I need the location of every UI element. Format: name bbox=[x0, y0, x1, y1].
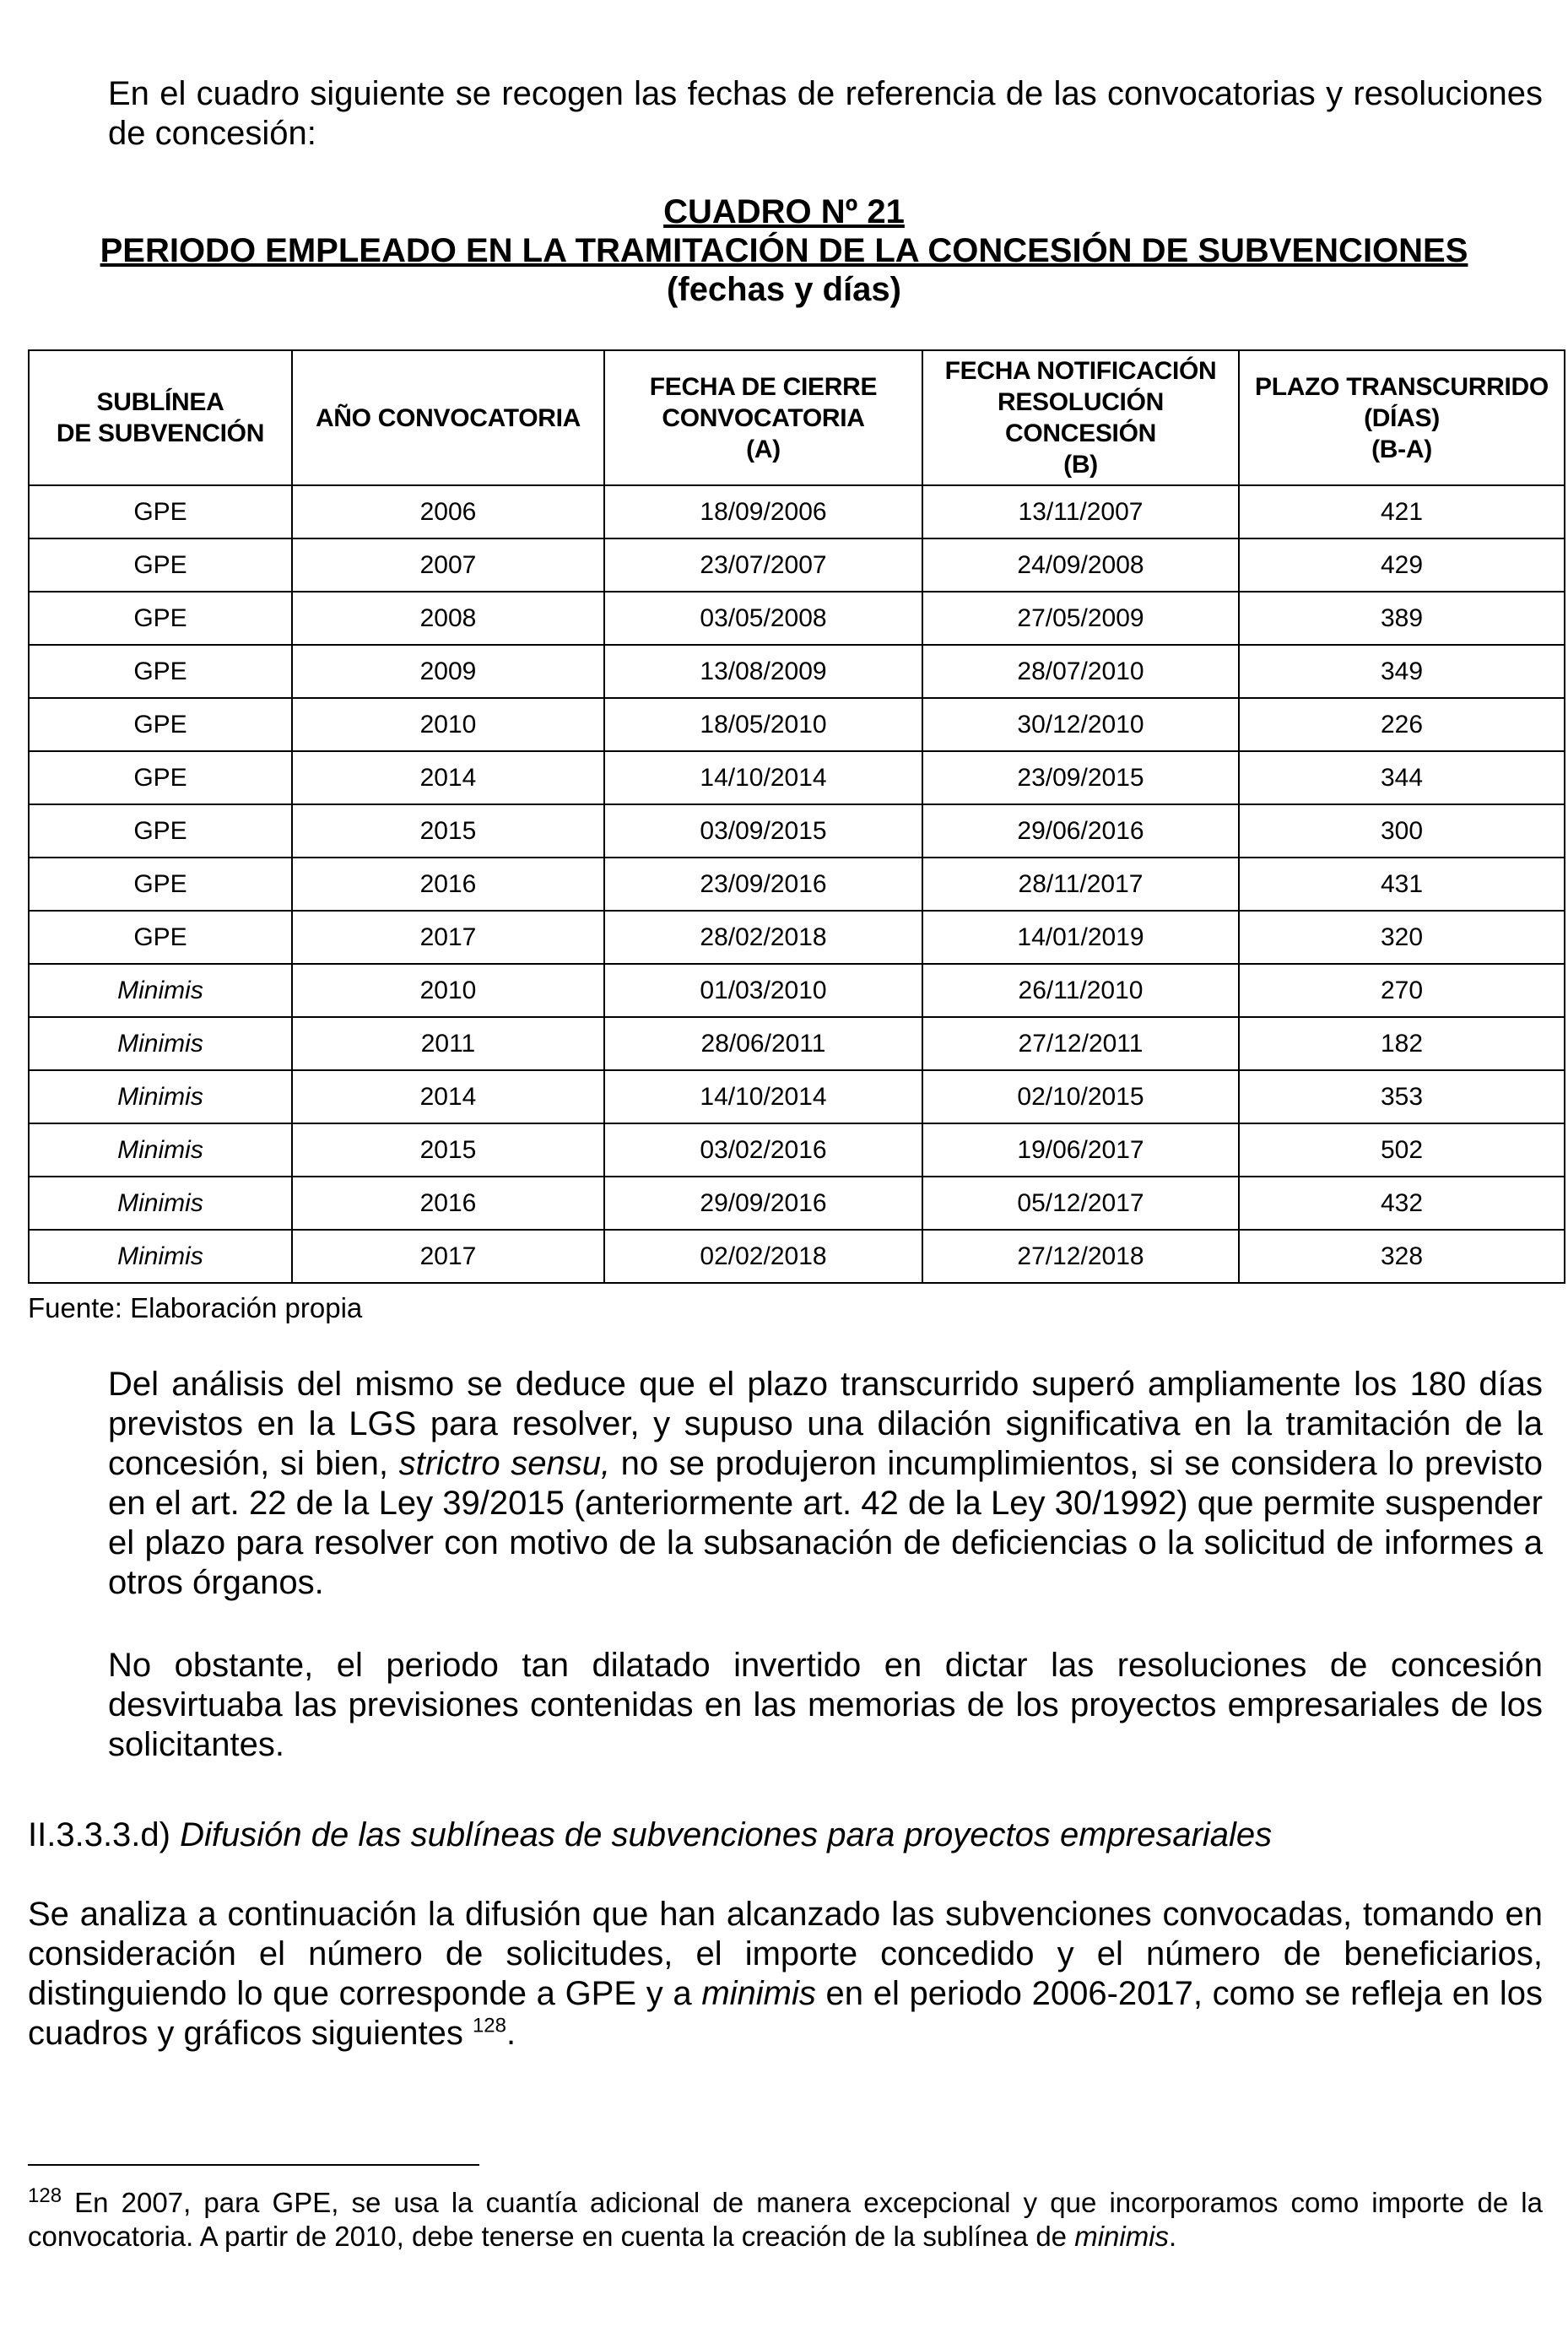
cell-fecha-notificacion: 27/05/2009 bbox=[922, 592, 1239, 645]
cell-sublinea: GPE bbox=[29, 698, 292, 751]
table-row bbox=[29, 804, 1565, 858]
cell-ano: 2011 bbox=[292, 1017, 604, 1070]
table-row bbox=[29, 485, 1565, 538]
cell-fecha-notificacion: 29/06/2016 bbox=[922, 804, 1239, 858]
cell-ano: 2017 bbox=[292, 911, 604, 964]
cell-sublinea: GPE bbox=[29, 592, 292, 645]
cell-sublinea: GPE bbox=[29, 911, 292, 964]
cell-fecha-cierre: 14/10/2014 bbox=[604, 751, 922, 804]
table-caption-title: PERIODO EMPLEADO EN LA TRAMITACIÓN DE LA CONCESIÓN DE SUBVENCIONES bbox=[100, 232, 1468, 269]
cell-ano: 2016 bbox=[292, 858, 604, 911]
cell-sublinea: Minimis bbox=[29, 964, 292, 1017]
cell-fecha-cierre: 14/10/2014 bbox=[604, 1070, 922, 1123]
cell-fecha-notificacion: 05/12/2017 bbox=[922, 1177, 1239, 1230]
cell-fecha-cierre: 13/08/2009 bbox=[604, 645, 922, 698]
cell-fecha-notificacion: 28/07/2010 bbox=[922, 645, 1239, 698]
cell-plazo: 353 bbox=[1239, 1070, 1565, 1123]
table-row bbox=[29, 964, 1565, 1017]
table-row bbox=[29, 592, 1565, 645]
section-title: Difusión de las sublíneas de subvenciones para proyectos empresariales bbox=[180, 1816, 1273, 1853]
cell-plazo: 300 bbox=[1239, 804, 1565, 858]
cell-plazo: 421 bbox=[1239, 485, 1565, 538]
cell-fecha-cierre: 03/05/2008 bbox=[604, 592, 922, 645]
table-row bbox=[29, 1017, 1565, 1070]
cell-fecha-cierre: 01/03/2010 bbox=[604, 964, 922, 1017]
table-caption-subtitle: (fechas y días) bbox=[667, 271, 901, 308]
cell-fecha-cierre: 28/02/2018 bbox=[604, 911, 922, 964]
table-row bbox=[29, 645, 1565, 698]
dates-table bbox=[28, 349, 1565, 1284]
cell-plazo: 270 bbox=[1239, 964, 1565, 1017]
cell-fecha-notificacion: 24/09/2008 bbox=[922, 538, 1239, 592]
analysis-paragraph: Del análisis del mismo se deduce que el plazo transcurrido superó ampliamente los 180 días previstos en la LGS para resolver, y supuso una dilación significativa en la tramitación de la concesión, si bien, strictro sensu, no se produjeron incumplimientos, si se considera lo previsto en el art. 22 de la Ley 39/2015 (anteriormente art. 42 de la Ley 30/1992) que permite suspender el plazo para resolver con motivo de la subsanación de deficiencias o la solicitud de informes a otros órganos. bbox=[108, 1366, 1544, 1601]
cell-plazo: 226 bbox=[1239, 698, 1565, 751]
cell-fecha-cierre: 29/09/2016 bbox=[604, 1177, 922, 1230]
table-source: Fuente: Elaboración propia bbox=[28, 1292, 363, 1323]
cell-fecha-notificacion: 23/09/2015 bbox=[922, 751, 1239, 804]
cell-ano: 2006 bbox=[292, 485, 604, 538]
cell-ano: 2015 bbox=[292, 804, 604, 858]
header-fecha-notificacion: FECHA NOTIFICACIÓN RESOLUCIÓN CONCESIÓN (B) bbox=[922, 350, 1239, 485]
cell-ano: 2009 bbox=[292, 645, 604, 698]
latin-phrase: strictro sensu, bbox=[398, 1445, 611, 1482]
cell-fecha-notificacion: 26/11/2010 bbox=[922, 964, 1239, 1017]
cell-fecha-cierre: 23/09/2016 bbox=[604, 858, 922, 911]
header-sublinea: SUBLÍNEA DE SUBVENCIÓN bbox=[29, 350, 292, 485]
cell-ano: 2017 bbox=[292, 1230, 604, 1283]
no-obstante-paragraph: No obstante, el periodo tan dilatado invertido en dictar las resoluciones de concesión desvirtuaba las previsiones contenidas en las memorias de los proyectos empresariales de los solicitantes. bbox=[108, 1647, 1543, 1763]
footnote-reference[interactable]: 128 bbox=[472, 2014, 506, 2037]
section-heading bbox=[28, 1815, 1272, 1855]
table-row bbox=[29, 1070, 1565, 1123]
cell-fecha-cierre: 02/02/2018 bbox=[604, 1230, 922, 1283]
table-row bbox=[29, 911, 1565, 964]
footnote: $^{128}$ En 2007, para GPE, se usa la cuantía adicional de manera excepcional y que incorporamos como importe de la convocatoria. A partir de 2010, debe tenerse en cuenta la creación de la sublínea de minimis. bbox=[28, 2184, 1543, 2252]
cell-sublinea: Minimis bbox=[29, 1070, 292, 1123]
header-fecha-cierre: FECHA DE CIERRE CONVOCATORIA (A) bbox=[604, 350, 922, 485]
header-plazo-transcurrido: PLAZO TRANSCURRIDO (DÍAS) (B-A) bbox=[1239, 350, 1565, 485]
cell-sublinea: Minimis bbox=[29, 1123, 292, 1177]
cell-plazo: 389 bbox=[1239, 592, 1565, 645]
cell-ano: 2014 bbox=[292, 751, 604, 804]
cell-sublinea: GPE bbox=[29, 485, 292, 538]
table-row bbox=[29, 1230, 1565, 1283]
cell-sublinea: Minimis bbox=[29, 1177, 292, 1230]
cell-fecha-cierre: 18/09/2006 bbox=[604, 485, 922, 538]
cell-sublinea: Minimis bbox=[29, 1230, 292, 1283]
cell-fecha-notificacion: 27/12/2018 bbox=[922, 1230, 1239, 1283]
cell-sublinea: GPE bbox=[29, 538, 292, 592]
cell-fecha-notificacion: 02/10/2015 bbox=[922, 1070, 1239, 1123]
cell-fecha-notificacion: 27/12/2011 bbox=[922, 1017, 1239, 1070]
cell-fecha-cierre: 03/02/2016 bbox=[604, 1123, 922, 1177]
footnote-number: 128 bbox=[28, 2184, 62, 2207]
cell-plazo: 429 bbox=[1239, 538, 1565, 592]
cell-ano: 2015 bbox=[292, 1123, 604, 1177]
cell-ano: 2007 bbox=[292, 538, 604, 592]
cell-fecha-cierre: 23/07/2007 bbox=[604, 538, 922, 592]
table-header-row bbox=[29, 350, 1565, 485]
table-row bbox=[29, 538, 1565, 592]
table-row bbox=[29, 858, 1565, 911]
intro-paragraph: En el cuadro siguiente se recogen las fechas de referencia de las convocatorias y resoluciones de concesión: bbox=[108, 75, 1543, 152]
cell-plazo: 502 bbox=[1239, 1123, 1565, 1177]
table-caption-number: CUADRO Nº 21 bbox=[663, 193, 905, 230]
cell-ano: 2010 bbox=[292, 698, 604, 751]
cell-sublinea: GPE bbox=[29, 751, 292, 804]
cell-fecha-notificacion: 14/01/2019 bbox=[922, 911, 1239, 964]
cell-plazo: 349 bbox=[1239, 645, 1565, 698]
cell-sublinea: Minimis bbox=[29, 1017, 292, 1070]
cell-fecha-cierre: 28/06/2011 bbox=[604, 1017, 922, 1070]
cell-ano: 2010 bbox=[292, 964, 604, 1017]
cell-ano: 2008 bbox=[292, 592, 604, 645]
cell-fecha-cierre: 03/09/2015 bbox=[604, 804, 922, 858]
cell-sublinea: GPE bbox=[29, 804, 292, 858]
table-body bbox=[29, 485, 1565, 1283]
cell-fecha-notificacion: 19/06/2017 bbox=[922, 1123, 1239, 1177]
cell-fecha-notificacion: 28/11/2017 bbox=[922, 858, 1239, 911]
cell-sublinea: GPE bbox=[29, 858, 292, 911]
footnote-divider bbox=[28, 2164, 479, 2166]
table-row bbox=[29, 1177, 1565, 1230]
cell-fecha-notificacion: 13/11/2007 bbox=[922, 485, 1239, 538]
header-ano-convocatoria: AÑO CONVOCATORIA bbox=[292, 350, 604, 485]
table-row bbox=[29, 1123, 1565, 1177]
cell-plazo: 431 bbox=[1239, 858, 1565, 911]
cell-fecha-notificacion: 30/12/2010 bbox=[922, 698, 1239, 751]
section-number: II.3.3.3.d) bbox=[28, 1816, 170, 1853]
cell-plazo: 182 bbox=[1239, 1017, 1565, 1070]
cell-ano: 2014 bbox=[292, 1070, 604, 1123]
cell-sublinea: GPE bbox=[29, 645, 292, 698]
table-row bbox=[29, 698, 1565, 751]
cell-plazo: 320 bbox=[1239, 911, 1565, 964]
cell-plazo: 344 bbox=[1239, 751, 1565, 804]
difusion-paragraph: Se analiza a continuación la difusión que han alcanzado las subvenciones convocadas, tomando en consideración el número de solicitudes, el importe concedido y el número de beneficiarios, distinguiendo lo que corresponde a GPE y a minimis en el periodo 2006-2017, como se refleja en los cuadros y gráficos siguientes $^{128}$. bbox=[28, 1896, 1543, 2052]
cell-plazo: 432 bbox=[1239, 1177, 1565, 1230]
cell-ano: 2016 bbox=[292, 1177, 604, 1230]
cell-fecha-cierre: 18/05/2010 bbox=[604, 698, 922, 751]
cell-plazo: 328 bbox=[1239, 1230, 1565, 1283]
table-row bbox=[29, 751, 1565, 804]
